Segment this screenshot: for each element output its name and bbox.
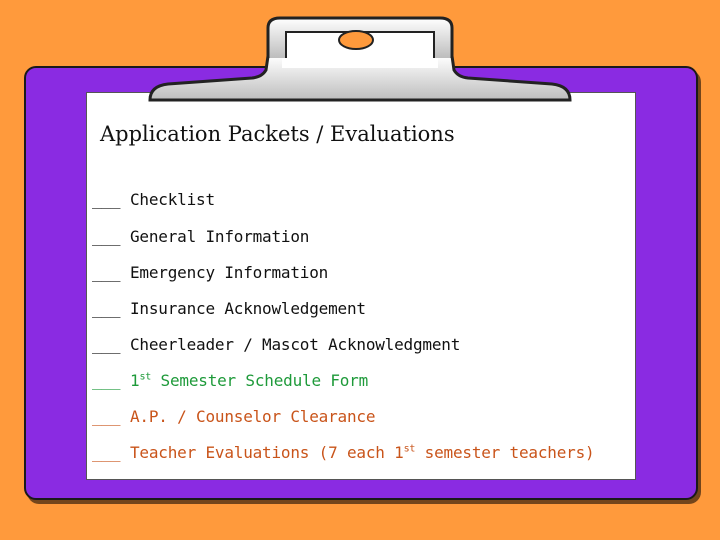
list-item-schedule-form	[92, 371, 368, 390]
blank-line: ___	[92, 263, 121, 282]
item-label: General Information	[130, 227, 310, 246]
item-label: Teacher Evaluations (7 each 1st semester teachers)	[130, 443, 595, 462]
clipboard-clip-icon	[0, 0, 720, 110]
item-label: Emergency Information	[130, 263, 329, 282]
blank-line: ___	[92, 299, 121, 318]
blank-line: ___	[92, 227, 121, 246]
list-item-insurance-acknowledgement	[92, 299, 366, 318]
page-title: Application Packets / Evaluations	[100, 122, 455, 146]
list-item-teacher-evaluations	[92, 443, 594, 462]
blank-line: ___	[92, 335, 121, 354]
item-label: 1st Semester Schedule Form	[130, 371, 369, 390]
list-item-checklist	[92, 190, 215, 209]
list-item-general-information	[92, 227, 309, 246]
blank-line: ___	[92, 371, 121, 390]
item-label: Insurance Acknowledgement	[130, 299, 366, 318]
item-label: Checklist	[130, 190, 215, 209]
list-item-emergency-information	[92, 263, 328, 282]
list-item-counselor-clearance	[92, 407, 375, 426]
blank-line: ___	[92, 443, 121, 462]
item-label: Cheerleader / Mascot Acknowledgment	[130, 335, 461, 354]
item-label: A.P. / Counselor Clearance	[130, 407, 376, 426]
blank-line: ___	[92, 190, 121, 209]
clip-hole-icon	[339, 31, 373, 49]
blank-line: ___	[92, 407, 121, 426]
list-item-cheerleader-mascot	[92, 335, 460, 354]
